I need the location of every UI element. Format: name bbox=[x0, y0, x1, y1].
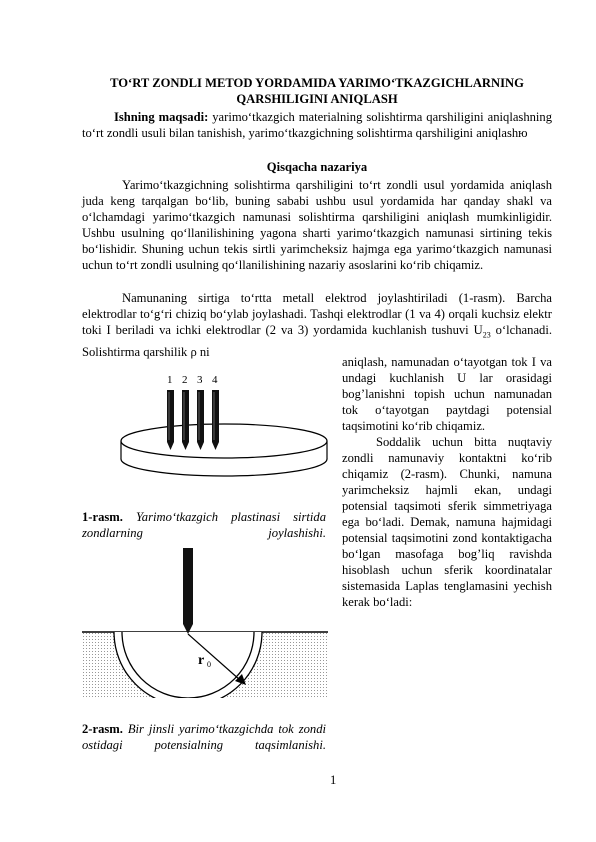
para2-text-a: Namunaning sirtiga to‘rtta metall elektrod joylashtiriladi (1-rasm). Barcha elektrodlar to‘g‘ri chiziq bo‘ylab joylashadi. Tashqi elektrodlar (1 va 4) orqali kuchsiz elektr toki I beriladi va ichki elektrodlar (2 va 3) yordamida kuchlanish tushuvi U bbox=[82, 291, 552, 337]
figure-2-caption-text: Bir jinsli yarimo‘tkazgichda tok zondi ostidagi potensialning taqsimlanishi. bbox=[82, 722, 326, 752]
section-heading: Qisqacha nazariya bbox=[266, 160, 368, 174]
figure-2-caption bbox=[82, 721, 326, 753]
page-number: 1 bbox=[330, 773, 337, 787]
purpose-paragraph bbox=[82, 109, 552, 141]
probe-label-3: 3 bbox=[197, 374, 203, 386]
figure-2-potential-distribution bbox=[82, 548, 328, 698]
purpose-label: Ishning maqsadi: bbox=[114, 110, 209, 124]
probe-2 bbox=[182, 390, 189, 450]
para2-subscript: 23 bbox=[482, 330, 491, 340]
figure-1-caption-label: 1-rasm. bbox=[82, 510, 123, 524]
page-title: TO‘RT ZONDLI METOD YORDAMIDA YARIMO‘TKAZGICHLARNING QARSHILIGINI ANIQLASH bbox=[110, 76, 524, 106]
figure-1-probes-on-wafer bbox=[110, 368, 332, 488]
figure-1-caption-text: Yarimo‘tkazgich plastinasi sirtida zondlarning joylashishi. bbox=[82, 510, 326, 540]
para2-text-b: o‘lchanadi. Solishtirma qarshilik ρ ni bbox=[82, 323, 552, 359]
probe-4 bbox=[212, 390, 219, 450]
figure-1-caption bbox=[82, 509, 326, 541]
radius-subscript: 0 bbox=[207, 660, 211, 669]
figure-2-caption-label: 2-rasm. bbox=[82, 722, 123, 736]
theory-paragraph-2 bbox=[82, 290, 552, 360]
probe-label-1: 1 bbox=[167, 374, 173, 386]
probe-label-2: 2 bbox=[182, 374, 188, 386]
probe-label-4: 4 bbox=[212, 374, 218, 386]
column-paragraph-1: aniqlash, namunadan o‘tayotgan tok I va undagi kuchlanish U lar orasidagi bog’lanishni topish uchun namunadan tok o‘tayotgan paytdagi potensial taqsimotini ko‘rib chiqamiz. bbox=[342, 355, 552, 433]
probe-1 bbox=[167, 390, 174, 450]
theory-paragraph-1: Yarimo‘tkazgichning solishtirma qarshiligini to‘rt zondli usul yordamida aniqlash juda keng tarqalgan bo‘lib, buning sababi ushbu usul yordamida har qanday shakl va o‘lchamdagi yarimo‘tkazgich namunasi solishtirma qarshiligini aniqlash mumkinligidir. Ushbu usulning qo‘llanilishining yagona sharti yarimo‘tkazgich namunasi sirtining tekis bo‘lishidir. Shuning uchun tekis sirtli yarimcheksiz hajmga ega yarimo‘tkazgich namunasi uchun to‘rt zondli usulning qo‘llanilishining nazariy asoslarini ko‘rib chiqamiz. bbox=[82, 178, 552, 272]
purpose-text: yarimo‘tkazgich materialning solishtirma qarshiligini aniqlashning to‘rt zondli usuli bilan tanishish, yarimo‘tkazgichning solishtirma qarshiligini aniqlashю bbox=[82, 110, 553, 140]
radius-label: r bbox=[198, 653, 205, 668]
current-probe bbox=[183, 548, 193, 624]
probe-3 bbox=[197, 390, 204, 450]
wafer-top-surface bbox=[121, 424, 327, 458]
column-paragraph-2: Soddalik uchun bitta nuqtaviy zondli namunaviy kontaktni ko‘rib chiqamiz (2-rasm). Chunki, namuna yarimcheksiz hajmli ekan, undagi potensial taqsimoti sferik simmetriyaga ega bo‘ladi. Demak, namuna hajmidagi potensial taqsimotini zond kontaktigacha bo‘lgan masofaga bog’liq ravishda hisoblash uchun sferik koordinatalar sistemasida Laplas tenglamasini yechish kerak bo‘ladi: bbox=[342, 435, 552, 609]
